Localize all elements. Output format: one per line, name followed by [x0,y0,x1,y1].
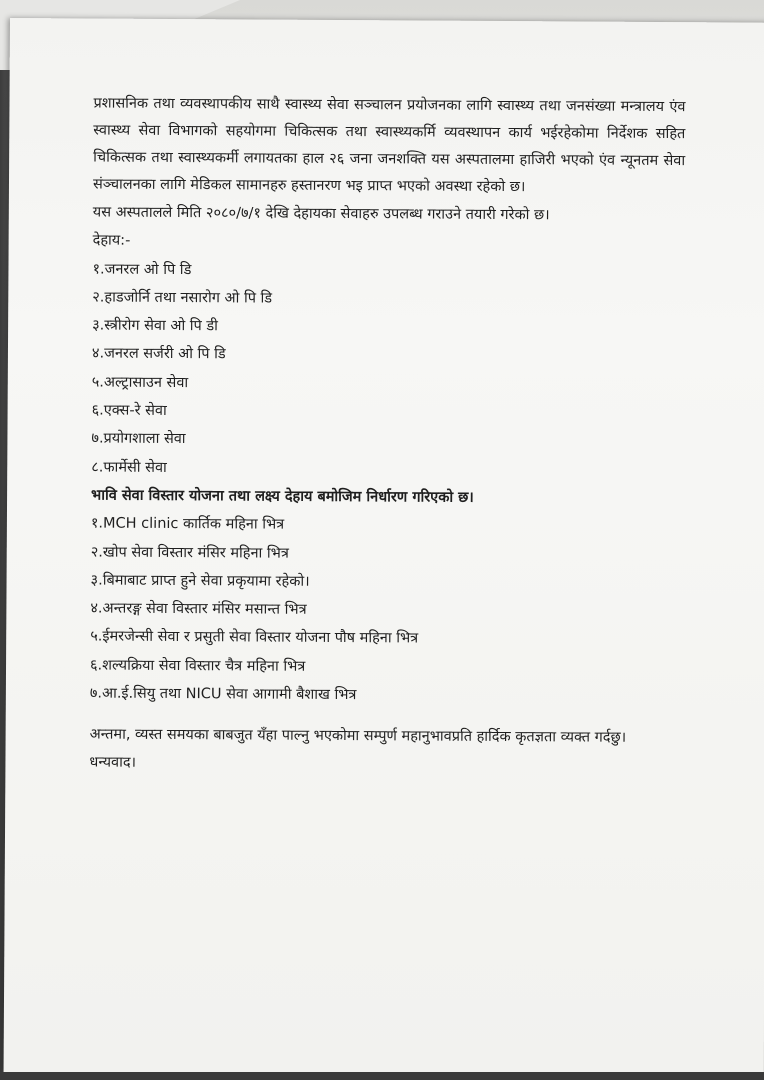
list-item: ७.आ.ई.सियु तथा NICU सेवा आगामी बैशाख भित्र [89,685,357,704]
list-item: ७.प्रयोगशाला सेवा [91,430,186,448]
list-item: ५.ईमरजेन्सी सेवा र प्रसुती सेवा विस्तार योजना पौष महिना भित्र [90,628,419,647]
list-item: ३.स्त्रीरोग सेवा ओ पि डी [92,317,218,335]
list-heading: देहाय:- [92,232,131,250]
list-item: ८.फार्मेसी सेवा [91,459,167,476]
thanks-line: धन्यवाद। [89,754,137,772]
services-list [91,255,684,485]
list-item: २.खोप सेवा विस्तार मंसिर महिना भित्र [90,544,289,562]
list-item: ३.बिमाबाट प्राप्त हुने सेवा प्रकृयामा रहेको। [90,572,310,590]
list-item: १.जनरल ओ पि डि [92,261,192,278]
document-page [4,18,764,1077]
list-item: ६.शल्यक्रिया सेवा विस्तार चैत्र महिना भित्र [89,657,306,675]
document-body [89,91,685,781]
table-edge [0,1072,764,1080]
list-item: २.हाडजोर्नि तथा नसारोग ओ पि डि [92,289,273,307]
list-item: ५.अल्ट्रासाउन सेवा [91,374,189,391]
future-heading: भावि सेवा विस्तार योजना तथा लक्ष्य देहाय बमोजिम निर्धारण गरिएको छ। [91,487,474,506]
readiness-line: यस अस्पतालले मिति २०८०/७/१ देखि देहायका सेवाहरु उपलब्ध गराउने तयारी गरेको छ। [92,204,550,224]
list-item: ४.अन्तरङ्ग सेवा विस्तार मंसिर मसान्त भित्र [90,600,307,618]
future-plans-list [90,510,683,712]
list-item: १.MCH clinic कार्तिक महिना भित्र [90,515,285,533]
intro-paragraph: प्रशासनिक तथा व्यवस्थापकीय साथै स्वास्थ्य सेवा सञ्चालन प्रयोजनका लागि स्वास्थ्य तथा जनसंख्या मन्त्रालय एंव स्वास्थ्य सेवा विभागको सहयोगमा चिकित्सक तथा स्वास्थ्यकर्मि व्यवस्थापन कार्य भईरहेकोमा निर्देशक सहित चिकित्सक तथा स्वास्थ्यकर्मी लगायतका हाल २६ जना जनशक्ति यस अस्पतालमा हाजिरी भएको एंव न्यूनतम सेवा संञ्चालनका लागि मेडिकल सामानहरु हस्तानरण भइ प्राप्त भएको अवस्था रहेको छ। [92,95,686,196]
list-item: ६.एक्स-रे सेवा [91,402,167,420]
list-item: ४.जनरल सर्जरी ओ पि डि [91,345,226,363]
closing-paragraph: अन्तमा, व्यस्त समयका बाबजुत यँहा पाल्नु भएकोमा सम्पुर्ण महानुभावप्रति हार्दिक कृतज्ञता व्यक्त गर्दछु। [89,726,627,747]
